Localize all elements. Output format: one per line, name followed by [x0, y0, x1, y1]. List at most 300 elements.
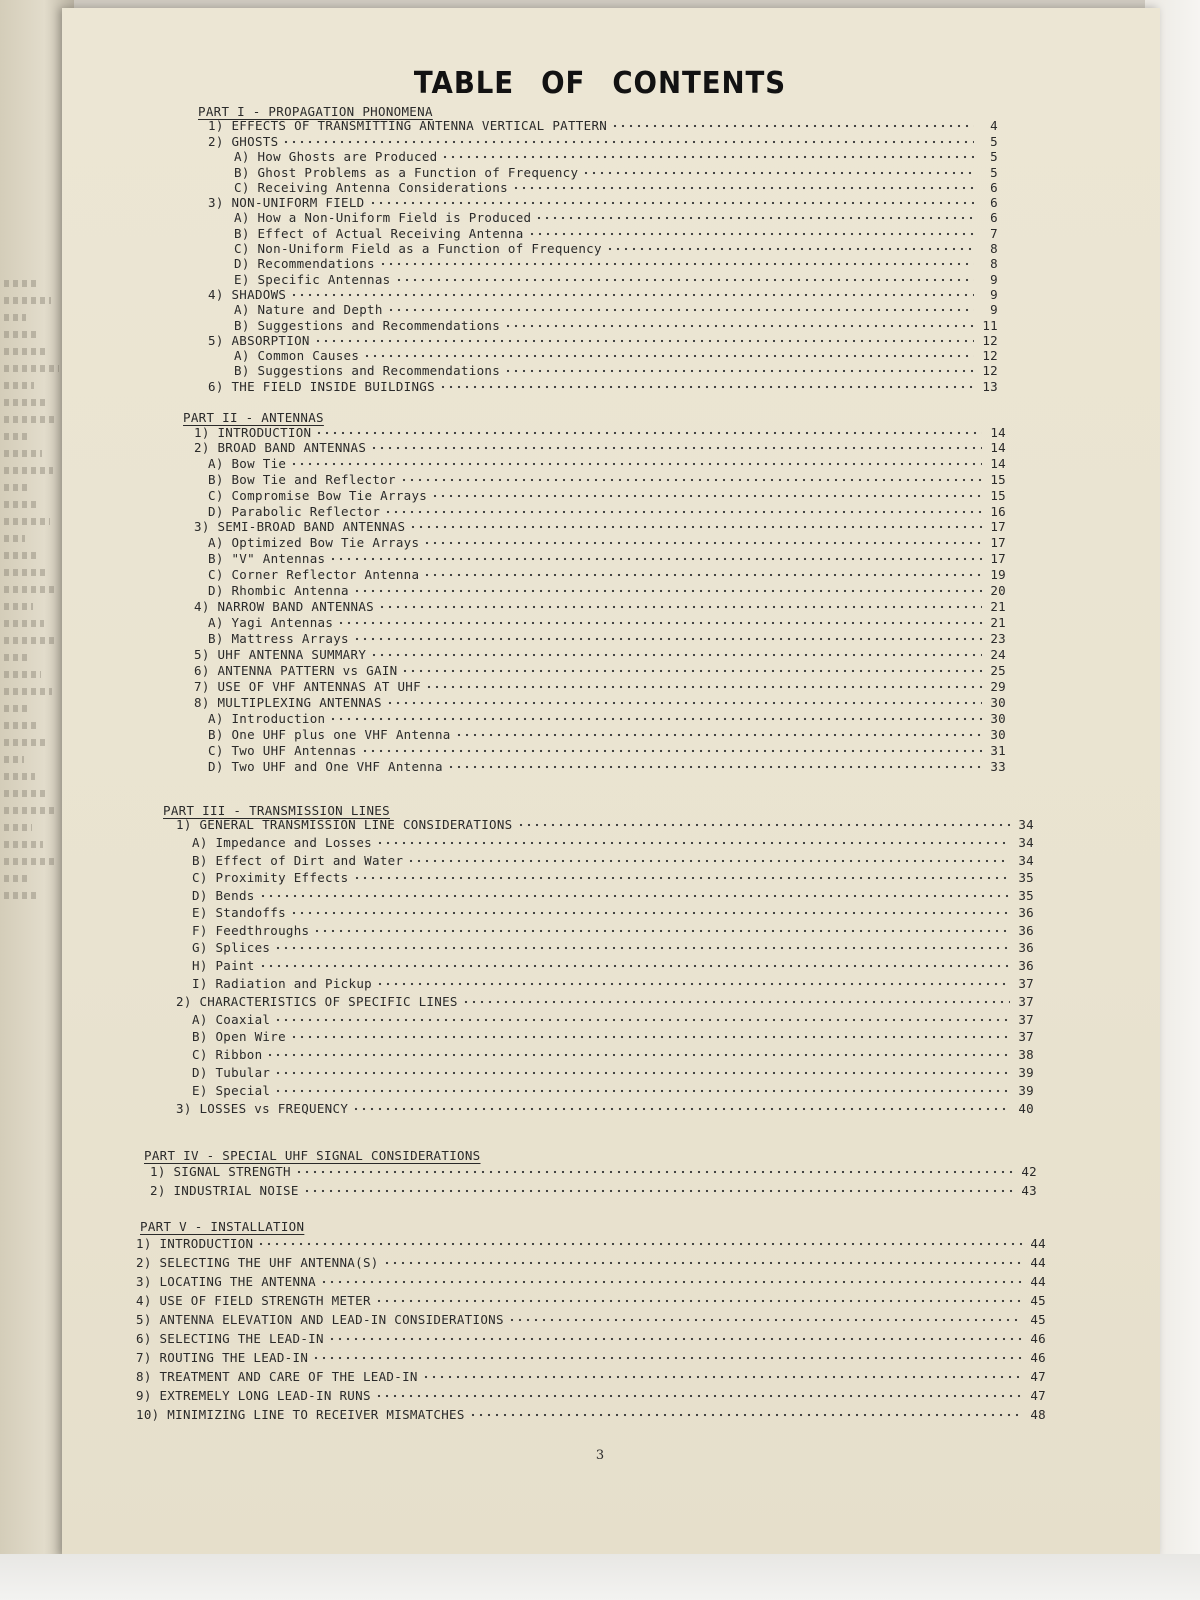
- dot-leader: [425, 685, 982, 689]
- dot-leader: [422, 1375, 1022, 1379]
- toc-entry: [208, 743, 1006, 758]
- toc-entry: [136, 1369, 1046, 1384]
- dot-leader: [313, 929, 1010, 933]
- toc-entry-page: 5: [990, 165, 998, 180]
- toc-entry: [192, 923, 1034, 938]
- toc-entry-label: B) Suggestions and Recommendations: [234, 363, 501, 378]
- facing-page-text-shadow: [4, 603, 33, 610]
- toc-entry-page: 42: [1021, 1164, 1037, 1179]
- toc-entry-page: 31: [990, 743, 1006, 758]
- toc-entry-page: 17: [990, 519, 1006, 534]
- toc-entry-page: 9: [990, 302, 998, 317]
- toc-entry: [176, 994, 1034, 1009]
- toc-entry-page: 12: [982, 348, 998, 363]
- facing-page-text-shadow: [4, 858, 54, 865]
- toc-entry-page: 29: [990, 679, 1006, 694]
- toc-entry-label: 1) SIGNAL STRENGTH: [150, 1164, 291, 1179]
- toc-entry-label: C) Corner Reflector Antenna: [208, 567, 420, 582]
- toc-entry-page: 46: [1030, 1331, 1046, 1346]
- page-title: TABLE OF CONTENTS: [413, 66, 787, 101]
- facing-page-text-shadow: [4, 824, 32, 831]
- dot-leader: [337, 621, 982, 625]
- toc-entry: [136, 1331, 1046, 1346]
- toc-entry-label: 8) MULTIPLEXING ANTENNAS: [194, 695, 382, 710]
- toc-entry-label: 4) SHADOWS: [208, 287, 287, 302]
- toc-entry-label: A) How Ghosts are Produced: [234, 149, 438, 164]
- toc-entry-label: B) Suggestions and Recommendations: [234, 318, 501, 333]
- toc-entry: [192, 1012, 1034, 1027]
- dot-leader: [375, 1394, 1022, 1398]
- toc-entry: [234, 165, 998, 180]
- toc-entry-page: 47: [1030, 1388, 1046, 1403]
- toc-entry: [234, 302, 998, 317]
- dot-leader: [314, 339, 974, 343]
- toc-entry-page: 17: [990, 551, 1006, 566]
- facing-page-text-shadow: [4, 535, 25, 542]
- toc-entry: [192, 888, 1034, 903]
- toc-entry: [208, 118, 998, 133]
- dot-leader: [282, 140, 974, 144]
- dot-leader: [266, 1053, 1010, 1057]
- toc-entry: [234, 180, 998, 195]
- toc-entry-label: 6) SELECTING THE LEAD-IN: [136, 1331, 324, 1346]
- dot-leader: [378, 605, 982, 609]
- toc-entry-label: A) Coaxial: [192, 1012, 271, 1027]
- toc-entry: [208, 551, 1006, 566]
- toc-entry: [208, 727, 1006, 742]
- toc-entry-page: 16: [990, 504, 1006, 519]
- toc-entry-label: E) Standoffs: [192, 905, 286, 920]
- toc-entry-label: B) Effect of Actual Receiving Antenna: [234, 226, 524, 241]
- toc-entry-page: 4: [990, 118, 998, 133]
- toc-entry-page: 15: [990, 488, 1006, 503]
- dot-leader: [329, 717, 982, 721]
- dot-leader: [401, 669, 982, 673]
- toc-entry-page: 24: [990, 647, 1006, 662]
- dot-leader: [395, 278, 974, 282]
- dot-leader: [361, 749, 982, 753]
- toc-entry-label: B) Open Wire: [192, 1029, 286, 1044]
- toc-entry-page: 34: [1018, 817, 1034, 832]
- dot-leader: [582, 171, 974, 175]
- toc-entry-page: 14: [990, 440, 1006, 455]
- toc-entry-label: C) Ribbon: [192, 1047, 263, 1062]
- toc-entry: [208, 134, 998, 149]
- dot-leader: [353, 589, 982, 593]
- toc-entry: [208, 472, 1006, 487]
- toc-entry-label: A) Optimized Bow Tie Arrays: [208, 535, 420, 550]
- dot-leader: [512, 186, 974, 190]
- facing-page-text-shadow: [4, 552, 36, 559]
- toc-entry-label: 6) ANTENNA PATTERN vs GAIN: [194, 663, 398, 678]
- toc-entry-label: 3) LOSSES vs FREQUENCY: [176, 1101, 349, 1116]
- toc-entry-label: 2) SELECTING THE UHF ANTENNA(S): [136, 1255, 379, 1270]
- toc-entry: [192, 958, 1034, 973]
- toc-entry-page: 37: [1018, 1029, 1034, 1044]
- facing-page-text-shadow: [4, 314, 26, 321]
- toc-entry-label: B) Mattress Arrays: [208, 631, 349, 646]
- dot-leader: [447, 765, 982, 769]
- facing-page-text-shadow: [4, 467, 53, 474]
- toc-entry: [136, 1274, 1046, 1289]
- toc-entry-label: A) Yagi Antennas: [208, 615, 334, 630]
- facing-page-text-shadow: [4, 688, 52, 695]
- dot-leader: [257, 1242, 1022, 1246]
- toc-entry-page: 23: [990, 631, 1006, 646]
- dot-leader: [290, 1035, 1010, 1039]
- toc-entry: [234, 363, 998, 378]
- facing-page-text-shadow: [4, 637, 55, 644]
- toc-entry: [208, 711, 1006, 726]
- toc-entry: [136, 1236, 1046, 1251]
- dot-leader: [423, 573, 982, 577]
- toc-entry: [136, 1255, 1046, 1270]
- toc-entry-page: 19: [990, 567, 1006, 582]
- toc-entry: [192, 1047, 1034, 1062]
- facing-page-text-shadow: [4, 280, 40, 287]
- toc-entry-page: 44: [1030, 1274, 1046, 1289]
- toc-entry: [192, 1029, 1034, 1044]
- toc-entry-page: 37: [1018, 994, 1034, 1009]
- toc-entry-page: 36: [1018, 940, 1034, 955]
- toc-entry: [192, 976, 1034, 991]
- toc-entry: [234, 256, 998, 271]
- facing-page-text-shadow: [4, 399, 45, 406]
- toc-entry-label: A) Bow Tie: [208, 456, 287, 471]
- toc-entry-page: 21: [990, 599, 1006, 614]
- part-heading: PART II - ANTENNAS: [183, 410, 324, 425]
- dot-leader: [370, 446, 982, 450]
- toc-entry-page: 14: [990, 425, 1006, 440]
- toc-entry-label: D) Two UHF and One VHF Antenna: [208, 759, 443, 774]
- toc-entry: [208, 567, 1006, 582]
- toc-entry-label: E) Specific Antennas: [234, 272, 391, 287]
- dot-leader: [407, 859, 1010, 863]
- dot-leader: [303, 1189, 1013, 1193]
- toc-entry: [208, 456, 1006, 471]
- part-heading: PART IV - SPECIAL UHF SIGNAL CONSIDERATIONS: [144, 1148, 481, 1163]
- toc-entry-page: 5: [990, 134, 998, 149]
- toc-entry-page: 48: [1030, 1407, 1046, 1422]
- toc-entry-page: 9: [990, 272, 998, 287]
- toc-entry-page: 15: [990, 472, 1006, 487]
- dot-leader: [353, 637, 982, 641]
- toc-entry-page: 11: [982, 318, 998, 333]
- dot-leader: [400, 478, 982, 482]
- dot-leader: [320, 1280, 1022, 1284]
- toc-entry-label: 7) USE OF VHF ANTENNAS AT UHF: [194, 679, 421, 694]
- toc-entry-label: A) How a Non-Uniform Field is Produced: [234, 210, 532, 225]
- facing-page-text-shadow: [4, 365, 59, 372]
- toc-entry-label: C) Two UHF Antennas: [208, 743, 357, 758]
- toc-entry-label: B) One UHF plus one VHF Antenna: [208, 727, 451, 742]
- dot-leader: [504, 324, 974, 328]
- dot-leader: [431, 494, 982, 498]
- toc-entry-label: 9) EXTREMELY LONG LEAD-IN RUNS: [136, 1388, 371, 1403]
- facing-page-text-shadow: [4, 348, 48, 355]
- toc-entry-page: 7: [990, 226, 998, 241]
- facing-page-text-shadow: [4, 705, 27, 712]
- toc-entry-page: 30: [990, 727, 1006, 742]
- toc-entry: [192, 870, 1034, 885]
- page-number: 3: [595, 1448, 605, 1463]
- toc-entry-label: 2) INDUSTRIAL NOISE: [150, 1183, 299, 1198]
- toc-entry-page: 30: [990, 711, 1006, 726]
- toc-entry-page: 14: [990, 456, 1006, 471]
- facing-page-text-shadow: [4, 671, 41, 678]
- dot-leader: [423, 541, 982, 545]
- toc-entry-label: A) Nature and Depth: [234, 302, 383, 317]
- toc-entry-page: 13: [982, 379, 998, 394]
- dot-leader: [375, 1299, 1022, 1303]
- toc-entry: [192, 1065, 1034, 1080]
- dot-leader: [469, 1413, 1022, 1417]
- dot-leader: [290, 462, 982, 466]
- toc-entry-page: 36: [1018, 905, 1034, 920]
- toc-entry-label: B) "V" Antennas: [208, 551, 326, 566]
- dot-leader: [386, 701, 982, 705]
- dot-leader: [379, 262, 974, 266]
- toc-entry-label: 6) THE FIELD INSIDE BUILDINGS: [208, 379, 435, 394]
- toc-entry-label: F) Feedthroughs: [192, 923, 310, 938]
- toc-entry: [194, 599, 1006, 614]
- toc-entry-label: E) Special: [192, 1083, 271, 1098]
- dot-leader: [504, 369, 974, 373]
- dot-leader: [383, 1261, 1022, 1265]
- toc-entry-page: 34: [1018, 835, 1034, 850]
- toc-entry: [194, 695, 1006, 710]
- toc-entry: [194, 663, 1006, 678]
- toc-entry-label: 10) MINIMIZING LINE TO RECEIVER MISMATCHES: [136, 1407, 465, 1422]
- dot-leader: [353, 876, 1010, 880]
- facing-page-text-shadow: [4, 739, 49, 746]
- toc-entry-label: 2) GHOSTS: [208, 134, 279, 149]
- dot-leader: [370, 653, 982, 657]
- facing-page-text-shadow: [4, 331, 37, 338]
- facing-page-text-shadow: [4, 841, 43, 848]
- toc-entry-label: 7) ROUTING THE LEAD-IN: [136, 1350, 309, 1365]
- toc-entry-label: 8) TREATMENT AND CARE OF THE LEAD-IN: [136, 1369, 418, 1384]
- toc-entry-page: 40: [1018, 1101, 1034, 1116]
- toc-entry: [234, 241, 998, 256]
- toc-entry-page: 8: [990, 256, 998, 271]
- toc-entry-label: 1) EFFECTS OF TRANSMITTING ANTENNA VERTICAL PATTERN: [208, 118, 608, 133]
- toc-entry-page: 44: [1030, 1255, 1046, 1270]
- dot-leader: [528, 232, 974, 236]
- facing-page-text-shadow: [4, 773, 35, 780]
- toc-entry: [208, 195, 998, 210]
- toc-entry-label: B) Effect of Dirt and Water: [192, 853, 404, 868]
- toc-entry-page: 34: [1018, 853, 1034, 868]
- dot-leader: [312, 1356, 1022, 1360]
- toc-entry: [234, 210, 998, 225]
- dot-leader: [290, 293, 974, 297]
- toc-entry-page: 38: [1018, 1047, 1034, 1062]
- facing-page-text-shadow: [4, 586, 58, 593]
- toc-entry: [136, 1312, 1046, 1327]
- facing-page-text-shadow: [4, 569, 47, 576]
- toc-entry-page: 43: [1021, 1183, 1037, 1198]
- background-surface-bottom: [0, 1554, 1200, 1600]
- toc-entry-page: 35: [1018, 888, 1034, 903]
- dot-leader: [384, 510, 982, 514]
- toc-entry: [234, 318, 998, 333]
- toc-entry-page: 39: [1018, 1065, 1034, 1080]
- toc-entry-label: 1) INTRODUCTION: [136, 1236, 254, 1251]
- toc-entry-page: 37: [1018, 976, 1034, 991]
- toc-entry: [194, 425, 1006, 440]
- toc-entry: [208, 287, 998, 302]
- toc-entry-label: H) Paint: [192, 958, 255, 973]
- toc-entry-label: 5) ANTENNA ELEVATION AND LEAD-IN CONSIDERATIONS: [136, 1312, 504, 1327]
- toc-entry-page: 6: [990, 180, 998, 195]
- dot-leader: [274, 1089, 1010, 1093]
- facing-page-text-shadow: [4, 382, 34, 389]
- toc-entry: [194, 679, 1006, 694]
- toc-entry-label: C) Compromise Bow Tie Arrays: [208, 488, 428, 503]
- toc-entry: [192, 835, 1034, 850]
- dot-leader: [439, 385, 974, 389]
- toc-entry-label: B) Bow Tie and Reflector: [208, 472, 396, 487]
- facing-page-text-shadow: [4, 756, 24, 763]
- facing-page-text-shadow: [4, 892, 40, 899]
- toc-entry-label: D) Parabolic Reflector: [208, 504, 381, 519]
- toc-entry-page: 45: [1030, 1293, 1046, 1308]
- toc-entry-page: 33: [990, 759, 1006, 774]
- toc-entry: [208, 631, 1006, 646]
- dot-leader: [274, 946, 1010, 950]
- toc-entry: [150, 1183, 1037, 1198]
- toc-entry-label: 4) NARROW BAND ANTENNAS: [194, 599, 374, 614]
- toc-entry: [192, 940, 1034, 955]
- toc-entry-label: 3) LOCATING THE ANTENNA: [136, 1274, 316, 1289]
- toc-entry: [234, 272, 998, 287]
- dot-leader: [328, 1337, 1022, 1341]
- dot-leader: [290, 911, 1010, 915]
- dot-leader: [274, 1018, 1010, 1022]
- toc-entry: [150, 1164, 1037, 1179]
- toc-entry: [208, 535, 1006, 550]
- facing-page-text-shadow: [4, 722, 38, 729]
- toc-entry-label: C) Non-Uniform Field as a Function of Frequency: [234, 241, 602, 256]
- dot-leader: [369, 201, 974, 205]
- dot-leader: [611, 124, 974, 128]
- toc-entry: [234, 226, 998, 241]
- dot-leader: [508, 1318, 1022, 1322]
- toc-entry-page: 45: [1030, 1312, 1046, 1327]
- toc-entry: [208, 504, 1006, 519]
- toc-entry: [192, 905, 1034, 920]
- toc-entry-label: 1) GENERAL TRANSMISSION LINE CONSIDERATIONS: [176, 817, 513, 832]
- toc-entry-label: C) Proximity Effects: [192, 870, 349, 885]
- toc-entry: [208, 583, 1006, 598]
- toc-entry-page: 35: [1018, 870, 1034, 885]
- toc-entry: [136, 1388, 1046, 1403]
- toc-entry: [208, 488, 1006, 503]
- toc-entry-label: 2) BROAD BAND ANTENNAS: [194, 440, 367, 455]
- toc-entry: [192, 853, 1034, 868]
- toc-entry-page: 21: [990, 615, 1006, 630]
- toc-entry-page: 30: [990, 695, 1006, 710]
- toc-entry-label: G) Splices: [192, 940, 271, 955]
- facing-page-text-shadow: [4, 416, 56, 423]
- part-heading: PART V - INSTALLATION: [140, 1219, 305, 1234]
- toc-entry-label: I) Radiation and Pickup: [192, 976, 372, 991]
- toc-entry-page: 9: [990, 287, 998, 302]
- toc-entry-page: 6: [990, 195, 998, 210]
- toc-entry-label: 1) INTRODUCTION: [194, 425, 312, 440]
- toc-entry-label: 3) SEMI-BROAD BAND ANTENNAS: [194, 519, 406, 534]
- toc-entry-page: 6: [990, 210, 998, 225]
- toc-entry-page: 46: [1030, 1350, 1046, 1365]
- dot-leader: [315, 431, 982, 435]
- facing-page-text-shadow: [4, 654, 30, 661]
- dot-leader: [259, 964, 1010, 968]
- toc-entry: [136, 1407, 1046, 1422]
- toc-entry-label: 5) ABSORPTION: [208, 333, 310, 348]
- dot-leader: [462, 1000, 1010, 1004]
- toc-entry-label: 2) CHARACTERISTICS OF SPECIFIC LINES: [176, 994, 458, 1009]
- toc-entry-label: D) Recommendations: [234, 256, 375, 271]
- toc-entry-page: 39: [1018, 1083, 1034, 1098]
- toc-entry: [234, 149, 998, 164]
- part-heading: PART III - TRANSMISSION LINES: [163, 803, 390, 818]
- facing-page-text-shadow: [4, 518, 50, 525]
- facing-page-text-shadow: [4, 620, 44, 627]
- toc-entry: [136, 1293, 1046, 1308]
- toc-entry: [192, 1083, 1034, 1098]
- toc-entry-page: 44: [1030, 1236, 1046, 1251]
- toc-entry: [176, 1101, 1034, 1116]
- toc-entry-label: A) Introduction: [208, 711, 326, 726]
- toc-entry-page: 5: [990, 149, 998, 164]
- toc-entry-label: D) Tubular: [192, 1065, 271, 1080]
- facing-page-text-shadow: [4, 450, 42, 457]
- toc-entry-page: 12: [982, 363, 998, 378]
- toc-entry-label: 5) UHF ANTENNA SUMMARY: [194, 647, 367, 662]
- toc-entry-label: B) Ghost Problems as a Function of Frequency: [234, 165, 579, 180]
- dot-leader: [517, 823, 1010, 827]
- dot-leader: [387, 308, 974, 312]
- toc-entry: [208, 379, 998, 394]
- toc-entry-page: 12: [982, 333, 998, 348]
- dot-leader: [352, 1107, 1010, 1111]
- dot-leader: [409, 525, 982, 529]
- toc-entry: [136, 1350, 1046, 1365]
- toc-entry-label: 3) NON-UNIFORM FIELD: [208, 195, 365, 210]
- toc-entry-page: 8: [990, 241, 998, 256]
- dot-leader: [606, 247, 974, 251]
- part-heading: PART I - PROPAGATION PHONOMENA: [198, 104, 433, 119]
- toc-entry-page: 36: [1018, 923, 1034, 938]
- dot-leader: [274, 1071, 1010, 1075]
- toc-entry-page: 36: [1018, 958, 1034, 973]
- toc-entry: [194, 519, 1006, 534]
- toc-entry-label: D) Bends: [192, 888, 255, 903]
- toc-entry: [208, 759, 1006, 774]
- dot-leader: [455, 733, 982, 737]
- dot-leader: [535, 216, 974, 220]
- dot-leader: [363, 354, 974, 358]
- facing-page-text-shadow: [4, 875, 29, 882]
- toc-entry: [194, 440, 1006, 455]
- dot-leader: [376, 982, 1010, 986]
- toc-entry-label: C) Receiving Antenna Considerations: [234, 180, 508, 195]
- dot-leader: [295, 1170, 1013, 1174]
- facing-page-text-shadow: [4, 807, 57, 814]
- dot-leader: [441, 155, 974, 159]
- toc-entry-page: 20: [990, 583, 1006, 598]
